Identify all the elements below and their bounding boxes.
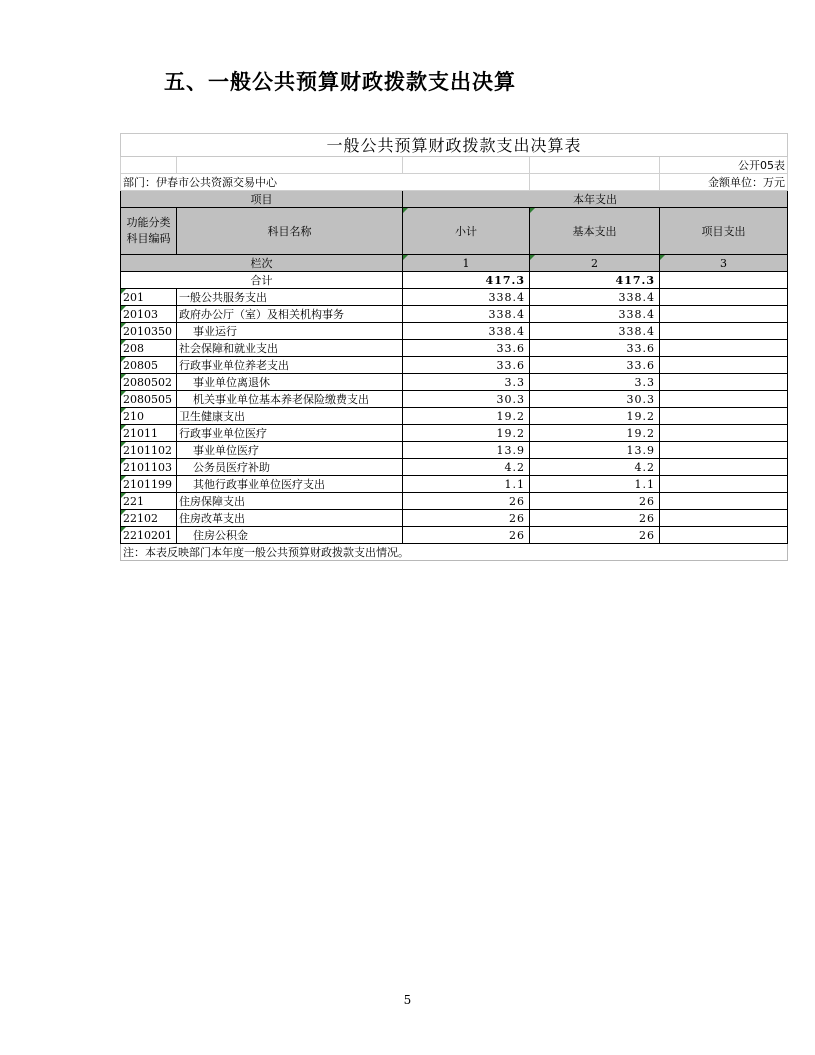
function-code-cell: 2101103 <box>121 459 177 476</box>
table-row <box>121 493 788 510</box>
subtotal-cell: 33.6 <box>403 340 530 357</box>
subject-name-cell: 住房公积金 <box>177 527 403 544</box>
subtotal-cell: 13.9 <box>403 442 530 459</box>
subject-name-cell: 行政事业单位医疗 <box>177 425 403 442</box>
project-expenditure-cell <box>660 527 788 544</box>
project-expenditure-cell <box>660 408 788 425</box>
column-number-2: 2 <box>530 255 660 272</box>
expenditure-rows <box>121 289 788 544</box>
subtotal-cell: 30.3 <box>403 391 530 408</box>
table-row <box>121 510 788 527</box>
project-expenditure-cell <box>660 306 788 323</box>
subject-name-cell: 住房改革支出 <box>177 510 403 527</box>
project-expenditure-cell <box>660 493 788 510</box>
project-expenditure-cell <box>660 391 788 408</box>
basic-expenditure-cell: 338.4 <box>530 323 660 340</box>
subject-name-cell: 公务员医疗补助 <box>177 459 403 476</box>
function-code-cell: 2010350 <box>121 323 177 340</box>
table-row <box>121 374 788 391</box>
function-code-cell: 22102 <box>121 510 177 527</box>
subject-name-cell: 社会保障和就业支出 <box>177 340 403 357</box>
project-expenditure-cell <box>660 442 788 459</box>
blank-cell <box>530 157 660 174</box>
basic-expenditure-cell: 4.2 <box>530 459 660 476</box>
project-expenditure-cell <box>660 289 788 306</box>
subtotal-header: 小计 <box>403 208 530 255</box>
page-heading: 五、一般公共预算财政拨款支出决算 <box>164 70 516 94</box>
table-row <box>121 323 788 340</box>
function-code-cell: 21011 <box>121 425 177 442</box>
subtotal-cell: 4.2 <box>403 459 530 476</box>
table-row <box>121 289 788 306</box>
basic-expenditure-cell: 19.2 <box>530 408 660 425</box>
table-row <box>121 340 788 357</box>
basic-expenditure-cell: 3.3 <box>530 374 660 391</box>
subtotal-cell: 1.1 <box>403 476 530 493</box>
column-order-label: 栏次 <box>121 255 403 272</box>
blank-cell <box>177 157 403 174</box>
current-year-header: 本年支出 <box>403 191 788 208</box>
basic-expenditure-cell: 33.6 <box>530 340 660 357</box>
subject-name-cell: 事业运行 <box>177 323 403 340</box>
project-expenditure-cell <box>660 510 788 527</box>
total-label: 合计 <box>121 272 403 289</box>
blank-cell <box>403 157 530 174</box>
page-number: 5 <box>403 993 412 1007</box>
subject-name-cell: 一般公共服务支出 <box>177 289 403 306</box>
project-header: 项目 <box>121 191 403 208</box>
project-expenditure-cell <box>660 476 788 493</box>
project-expenditure-cell <box>660 323 788 340</box>
basic-expenditure-cell: 1.1 <box>530 476 660 493</box>
function-code-cell: 2080505 <box>121 391 177 408</box>
basic-expenditure-cell: 26 <box>530 527 660 544</box>
basic-expenditure-cell: 338.4 <box>530 289 660 306</box>
subtotal-cell: 338.4 <box>403 289 530 306</box>
project-expenditure-cell <box>660 340 788 357</box>
table-row <box>121 408 788 425</box>
function-code-cell: 2210201 <box>121 527 177 544</box>
project-expenditure-cell <box>660 357 788 374</box>
function-code-cell: 20805 <box>121 357 177 374</box>
subtotal-cell: 26 <box>403 527 530 544</box>
subject-name-header: 科目名称 <box>177 208 403 255</box>
subtotal-cell: 19.2 <box>403 408 530 425</box>
function-code-cell: 2080502 <box>121 374 177 391</box>
table-row <box>121 391 788 408</box>
function-code-cell: 2101102 <box>121 442 177 459</box>
basic-expenditure-cell: 30.3 <box>530 391 660 408</box>
table-row <box>121 442 788 459</box>
subtotal-cell: 3.3 <box>403 374 530 391</box>
budget-expenditure-table <box>120 133 788 561</box>
subject-name-cell: 其他行政事业单位医疗支出 <box>177 476 403 493</box>
subtotal-cell: 26 <box>403 493 530 510</box>
project-expenditure-cell <box>660 459 788 476</box>
table-number: 公开05表 <box>660 157 788 174</box>
blank-cell <box>121 157 177 174</box>
unit-label: 金额单位：万元 <box>660 174 788 191</box>
table-row <box>121 306 788 323</box>
subject-name-cell: 住房保障支出 <box>177 493 403 510</box>
table-row <box>121 459 788 476</box>
subject-name-cell: 卫生健康支出 <box>177 408 403 425</box>
function-code-cell: 20103 <box>121 306 177 323</box>
column-number-1: 1 <box>403 255 530 272</box>
column-number-3: 3 <box>660 255 788 272</box>
basic-expenditure-cell: 33.6 <box>530 357 660 374</box>
project-expenditure-cell <box>660 425 788 442</box>
subject-name-cell: 事业单位离退休 <box>177 374 403 391</box>
department-label: 部门：伊春市公共资源交易中心 <box>121 174 530 191</box>
function-code-cell: 2101199 <box>121 476 177 493</box>
function-code-cell: 208 <box>121 340 177 357</box>
subject-name-cell: 政府办公厅（室）及相关机构事务 <box>177 306 403 323</box>
total-basic: 417.3 <box>530 272 660 289</box>
table-note: 注：本表反映部门本年度一般公共预算财政拨款支出情况。 <box>121 544 788 561</box>
basic-expenditure-cell: 26 <box>530 510 660 527</box>
blank-cell <box>530 174 660 191</box>
table-row <box>121 425 788 442</box>
table-row <box>121 476 788 493</box>
subject-name-cell: 机关事业单位基本养老保险缴费支出 <box>177 391 403 408</box>
table-title: 一般公共预算财政拨款支出决算表 <box>121 134 788 157</box>
total-subtotal: 417.3 <box>403 272 530 289</box>
project-expenditure-header: 项目支出 <box>660 208 788 255</box>
subtotal-cell: 338.4 <box>403 323 530 340</box>
budget-expenditure-sheet <box>120 133 787 561</box>
function-code-header: 功能分类 科目编码 <box>121 208 177 255</box>
subtotal-cell: 19.2 <box>403 425 530 442</box>
subtotal-cell: 33.6 <box>403 357 530 374</box>
table-row <box>121 527 788 544</box>
subject-name-cell: 事业单位医疗 <box>177 442 403 459</box>
basic-expenditure-cell: 338.4 <box>530 306 660 323</box>
subtotal-cell: 338.4 <box>403 306 530 323</box>
project-expenditure-cell <box>660 374 788 391</box>
function-code-cell: 201 <box>121 289 177 306</box>
table-row <box>121 357 788 374</box>
subtotal-cell: 26 <box>403 510 530 527</box>
subject-name-cell: 行政事业单位养老支出 <box>177 357 403 374</box>
basic-expenditure-cell: 13.9 <box>530 442 660 459</box>
basic-expenditure-cell: 19.2 <box>530 425 660 442</box>
basic-expenditure-cell: 26 <box>530 493 660 510</box>
basic-expenditure-header: 基本支出 <box>530 208 660 255</box>
total-project <box>660 272 788 289</box>
function-code-cell: 221 <box>121 493 177 510</box>
function-code-cell: 210 <box>121 408 177 425</box>
